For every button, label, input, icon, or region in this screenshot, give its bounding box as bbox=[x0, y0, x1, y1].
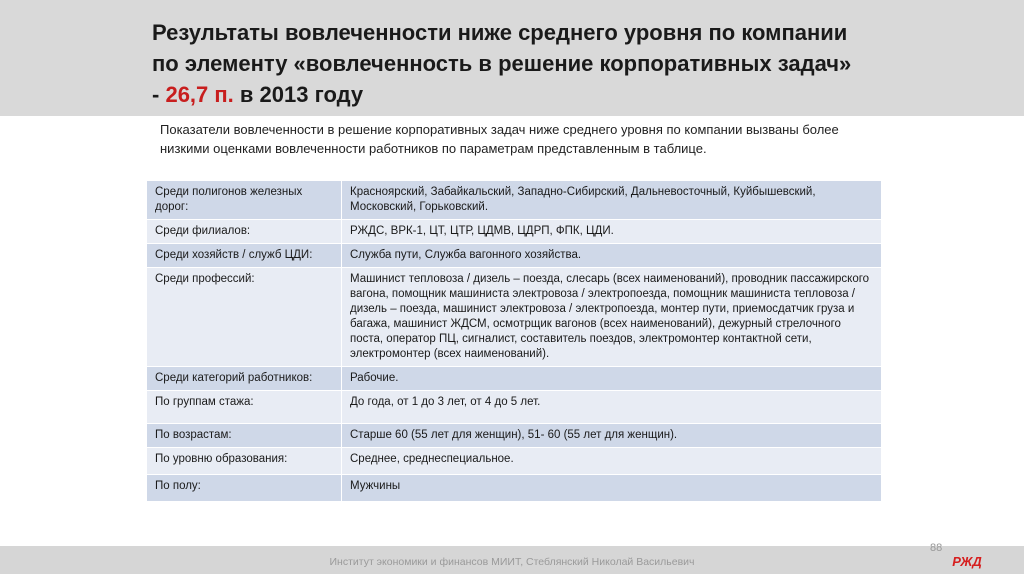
row-value: РЖДС, ВРК-1, ЦТ, ЦТР, ЦДМВ, ЦДРП, ФПК, ЦДИ. bbox=[342, 220, 882, 244]
row-value: Служба пути, Служба вагонного хозяйства. bbox=[342, 244, 882, 268]
row-label: Среди профессий: bbox=[147, 268, 342, 367]
parameters-table bbox=[146, 180, 882, 502]
title-prefix: - bbox=[152, 82, 166, 107]
table-row bbox=[147, 244, 882, 268]
page-number: 88 bbox=[930, 542, 943, 554]
title-line-1: Результаты вовлеченности ниже среднего уровня по компании bbox=[152, 20, 848, 45]
table-row bbox=[147, 475, 882, 502]
table-row bbox=[147, 181, 882, 220]
intro-text: Показатели вовлеченности в решение корпоративных задач ниже среднего уровня по компании вызваны более низкими оценками вовлеченности работников по параметрам представленным в таблице. bbox=[160, 122, 839, 156]
row-value: Машинист тепловоза / дизель – поезда, слесарь (всех наименований), проводник пассажирского вагона, помощник машиниста электровоза / электропоезда, помощник машиниста тепловоза / дизель – поезда, машинист электровоза / электропоезда, монтер пути, приемосдатчик груза и багажа, машинист ЖДСМ, осмотрщик вагонов (всех наименований), дежурный стрелочного поста, оператор ПЦ, сигналист, составитель поездов, электромонтер контактной сети, электромонтер (всех наименований). bbox=[342, 268, 882, 367]
row-label: Среди категорий работников: bbox=[147, 367, 342, 391]
footer-credit: Институт экономики и финансов МИИТ, Стеблянский Николай Васильевич bbox=[329, 556, 695, 568]
row-label: По группам стажа: bbox=[147, 391, 342, 424]
row-value: Среднее, среднеспециальное. bbox=[342, 448, 882, 475]
slide-title bbox=[152, 17, 1002, 110]
row-label: Среди хозяйств / служб ЦДИ: bbox=[147, 244, 342, 268]
row-value: Мужчины bbox=[342, 475, 882, 502]
title-line-2: по элементу «вовлеченность в решение корпоративных задач» bbox=[152, 51, 852, 76]
row-label: По возрастам: bbox=[147, 424, 342, 448]
row-value: Красноярский, Забайкальский, Западно-Сибирский, Дальневосточный, Куйбышевский, Московский, Горьковский. bbox=[342, 181, 882, 220]
row-value: Старше 60 (55 лет для женщин), 51- 60 (55 лет для женщин). bbox=[342, 424, 882, 448]
title-line-3 bbox=[152, 79, 1002, 110]
row-label: По полу: bbox=[147, 475, 342, 502]
title-highlight-value: 26,7 п. bbox=[165, 82, 234, 107]
row-label: По уровню образования: bbox=[147, 448, 342, 475]
table-row bbox=[147, 367, 882, 391]
rzd-logo-text: РЖД bbox=[952, 554, 982, 569]
row-value: До года, от 1 до 3 лет, от 4 до 5 лет. bbox=[342, 391, 882, 424]
table-row bbox=[147, 424, 882, 448]
row-label: Среди полигонов железных дорог: bbox=[147, 181, 342, 220]
row-label: Среди филиалов: bbox=[147, 220, 342, 244]
table-row bbox=[147, 448, 882, 475]
row-value: Рабочие. bbox=[342, 367, 882, 391]
table-row bbox=[147, 268, 882, 367]
table-row bbox=[147, 391, 882, 424]
table-row bbox=[147, 220, 882, 244]
title-suffix: в 2013 году bbox=[233, 82, 364, 107]
rzd-logo bbox=[944, 552, 990, 570]
